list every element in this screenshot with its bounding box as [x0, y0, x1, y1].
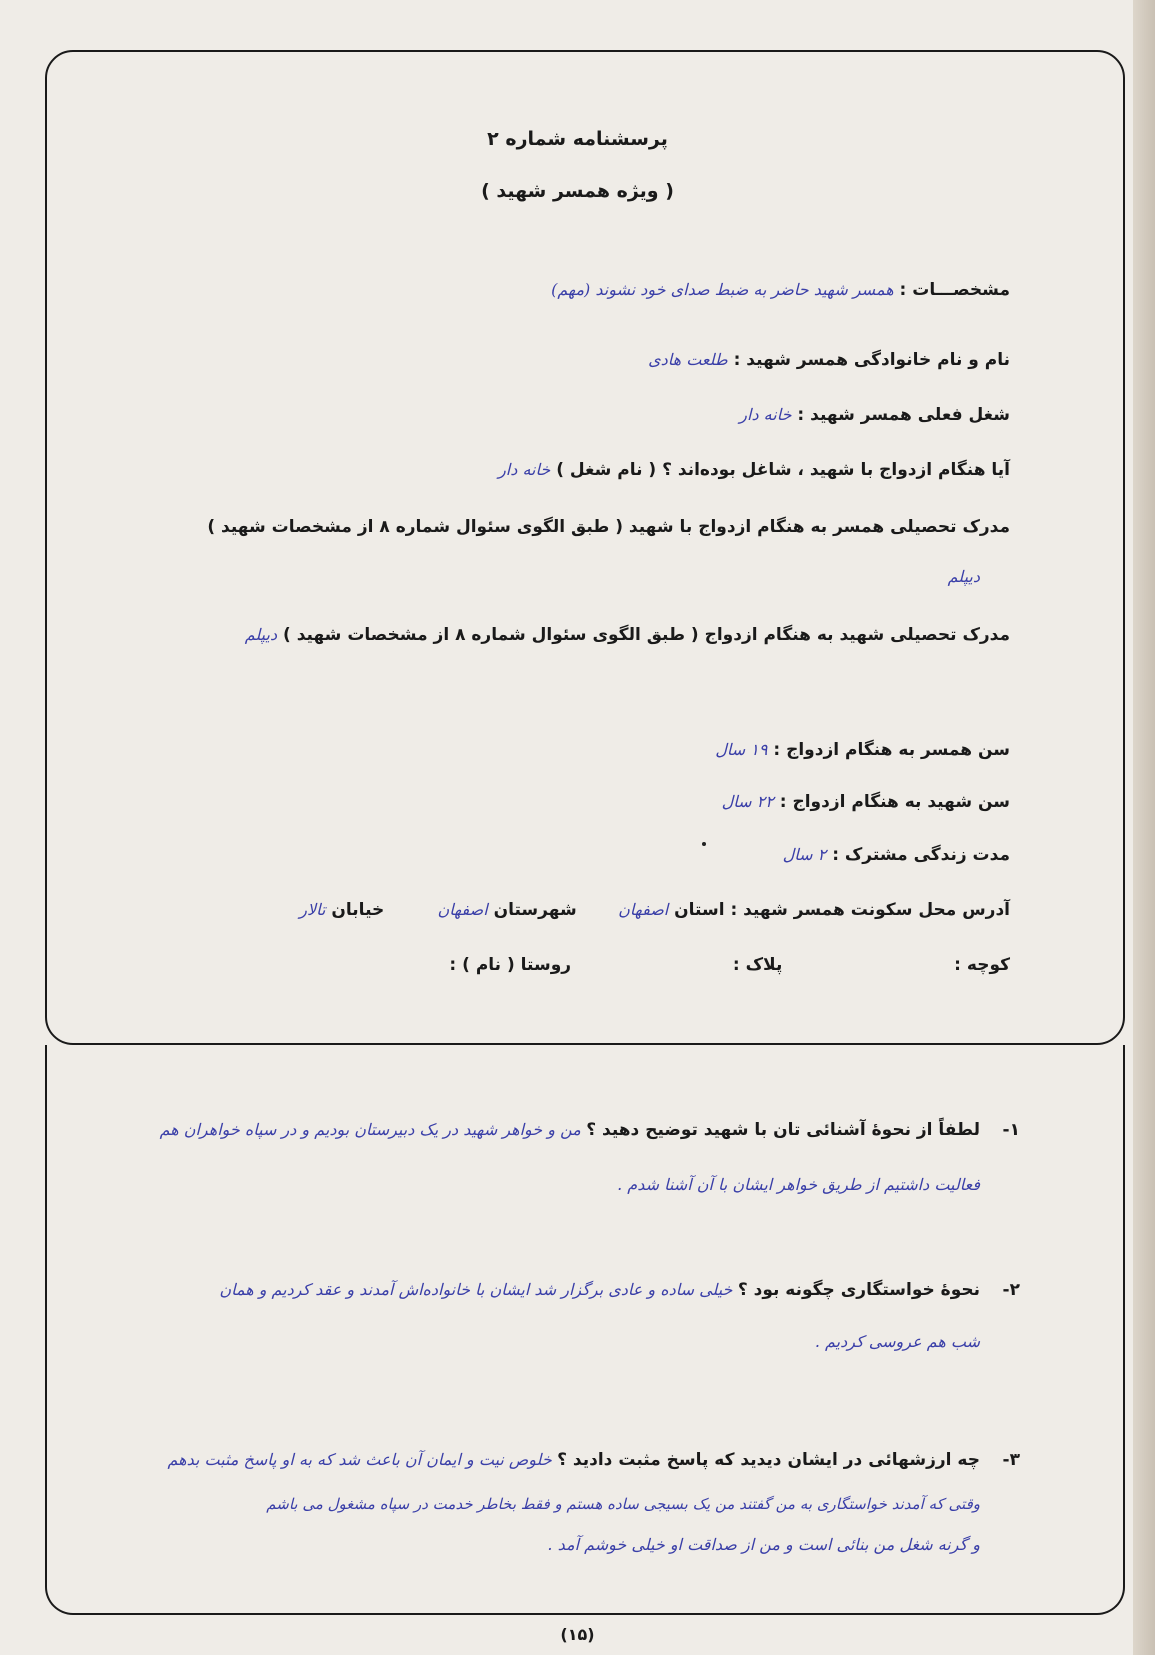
- question-1-answer-line-2: فعالیت داشتیم از طریق خواهر ایشان با آن آشنا شدم .: [617, 1175, 980, 1194]
- question-3: [167, 1450, 980, 1470]
- question-3-answer-line-2: وقتی که آمدند خواستگاری به من گفتند من یک بسیجی ساده هستم و فقط بخاطر خدمت در سپاه مشغول می باشم: [266, 1495, 980, 1513]
- spouse-age-label: سن همسر به هنگام ازدواج :: [773, 740, 1010, 760]
- duration-row: [783, 845, 1010, 865]
- question-1-answer-line-1: من و خواهر شهید در یک دبیرستان بودیم و در سپاه خواهران هم: [159, 1120, 581, 1139]
- alley-row: [449, 955, 1010, 975]
- job-label: شغل فعلی همسر شهید :: [797, 405, 1010, 425]
- address-row: [299, 900, 1010, 920]
- name-value: طلعت هادی: [648, 350, 728, 369]
- spouse-age-row: [715, 740, 1010, 760]
- question-2-text: نحوهٔ خواستگاری چگونه بود ؟: [737, 1280, 980, 1300]
- job-at-marriage-value: خانه دار: [498, 460, 551, 479]
- binding-edge: [1133, 0, 1155, 1655]
- spouse-education-row: [207, 517, 1010, 537]
- job-value: خانه دار: [739, 405, 792, 424]
- job-row: [739, 405, 1010, 425]
- question-2-number: ۲-: [1002, 1280, 1020, 1300]
- job-at-marriage-label: آیا هنگام ازدواج با شهید ، شاغل بوده‌اند ؟ ( نام شغل ): [556, 460, 1010, 480]
- martyr-education-value: دیپلم: [244, 625, 278, 644]
- address-label: آدرس محل سکونت همسر شهید : استان: [674, 900, 1010, 920]
- spouse-education-label: مدرک تحصیلی همسر به هنگام ازدواج با شهید ( طبق الگوی سئوال شماره ۸ از مشخصات شهید ): [207, 517, 1010, 537]
- name-row: [648, 350, 1010, 370]
- address-province: اصفهان: [618, 900, 669, 919]
- question-3-text: چه ارزشهائی در ایشان دیدید که پاسخ مثبت دادید ؟: [557, 1450, 980, 1470]
- ink-dot: [702, 842, 706, 846]
- form-title: پرسشنامه شماره ۲: [487, 128, 668, 150]
- plaque-label: پلاک :: [732, 955, 783, 975]
- martyr-education-row: [245, 625, 1010, 645]
- address-county-label: شهرستان: [493, 900, 577, 920]
- spouse-education-value: دیپلم: [947, 567, 980, 586]
- job-at-marriage-row: [498, 460, 1010, 480]
- question-2-answer-line-1: خیلی ساده و عادی برگزار شد ایشان با خانواده‌اش آمدند و عقد کردیم و همان: [219, 1280, 733, 1299]
- address-street-label: خیابان: [331, 900, 385, 920]
- specs-row: [551, 280, 1010, 300]
- specs-label: مشخصـــات :: [899, 280, 1010, 300]
- address-county: اصفهان: [437, 900, 488, 919]
- question-3-number: ۳-: [1002, 1450, 1020, 1470]
- question-1-text: لطفاً از نحوهٔ آشنائی تان با شهید توضیح دهید ؟: [586, 1120, 980, 1140]
- martyr-education-label: مدرک تحصیلی شهید به هنگام ازدواج ( طبق الگوی سئوال شماره ۸ از مشخصات شهید ): [283, 625, 1010, 645]
- form-subtitle: ( ویژه همسر شهید ): [481, 180, 674, 202]
- name-label: نام و نام خانوادگی همسر شهید :: [733, 350, 1010, 370]
- martyr-age-value: ۲۲ سال: [721, 792, 774, 811]
- question-2-answer-line-2: شب هم عروسی کردیم .: [814, 1332, 980, 1351]
- question-1-number: ۱-: [1002, 1120, 1020, 1140]
- address-street: تالار: [299, 900, 326, 919]
- alley-label: کوچه :: [954, 955, 1010, 975]
- specs-value: همسر شهید حاضر به ضبط صدای خود نشوند (مهم): [551, 280, 894, 299]
- duration-label: مدت زندگی مشترک :: [832, 845, 1010, 865]
- martyr-age-label: سن شهید به هنگام ازدواج :: [779, 792, 1010, 812]
- duration-value: ۲ سال: [782, 845, 827, 864]
- spouse-education-answer: [948, 567, 980, 587]
- page-number: (۱۵): [560, 1625, 595, 1644]
- martyr-age-row: [722, 792, 1010, 812]
- spouse-age-value: ۱۹ سال: [715, 740, 768, 759]
- village-label: روستا ( نام ) :: [449, 955, 572, 975]
- question-3-answer-line-3: و گرنه شغل من بنائی است و من از صداقت او خیلی خوشم آمد .: [547, 1535, 980, 1554]
- question-3-answer-line-1: خلوص نیت و ایمان آن باعث شد که به او پاسخ مثبت بدهم: [167, 1450, 552, 1469]
- question-1: [160, 1120, 980, 1140]
- question-2: [219, 1280, 980, 1300]
